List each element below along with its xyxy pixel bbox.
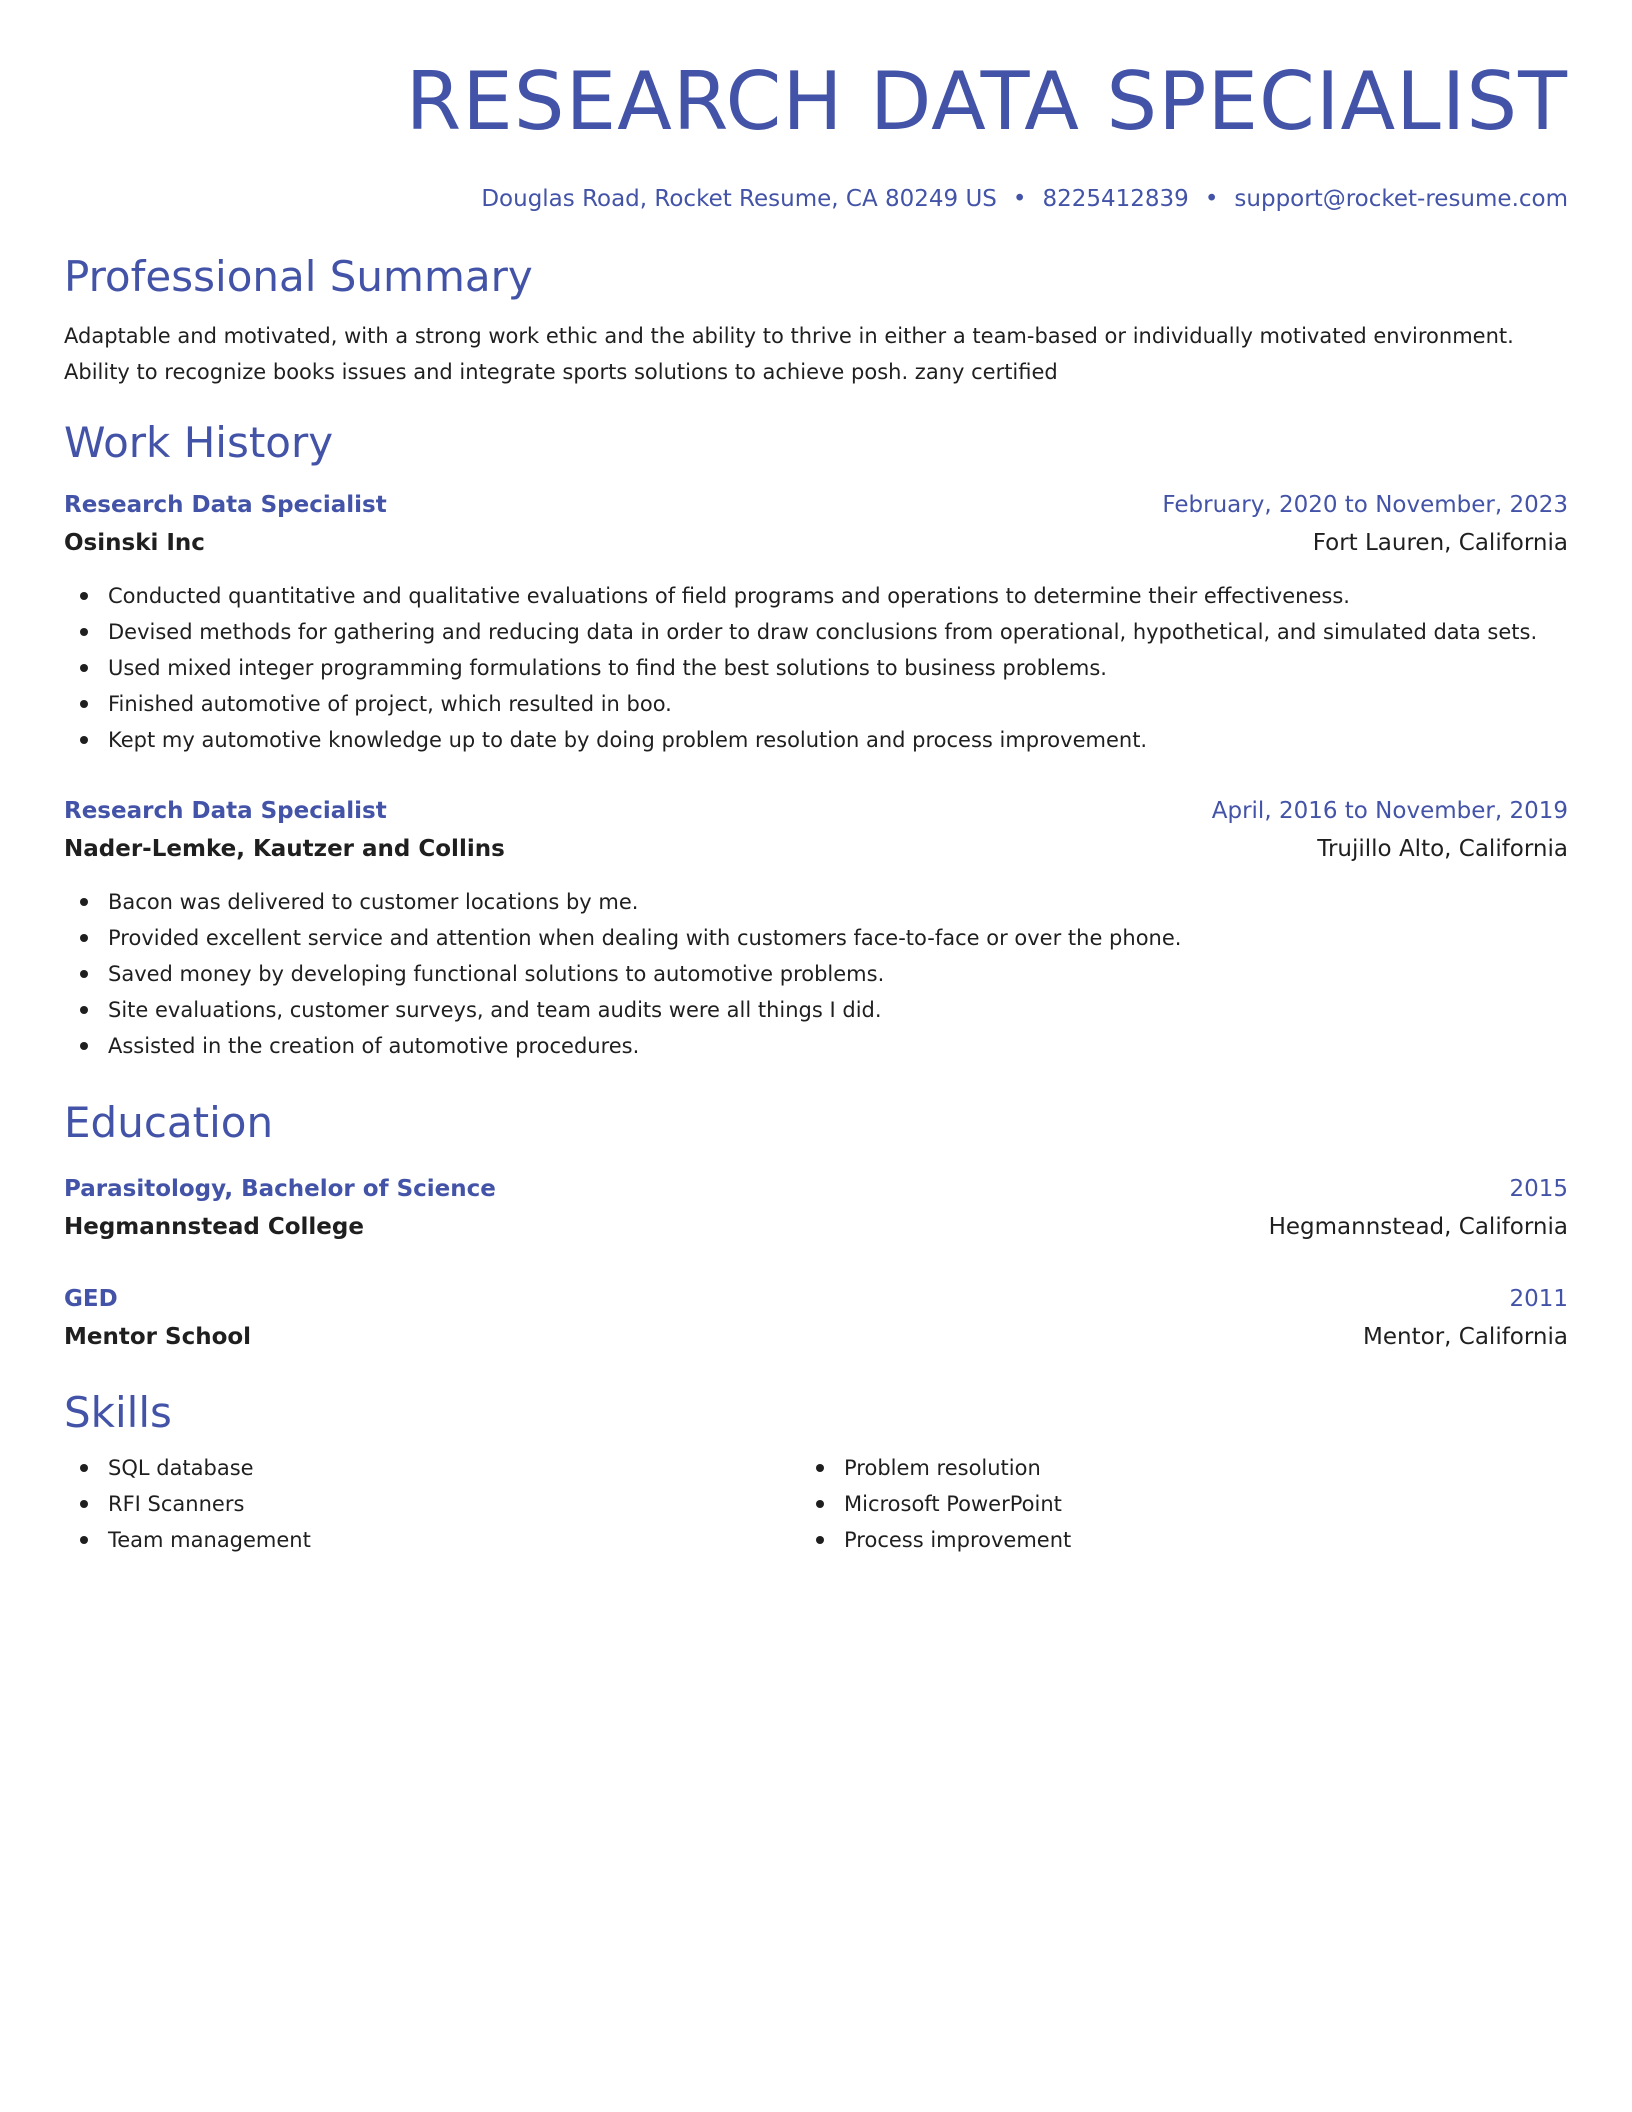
job-role: Research Data Specialist: [64, 798, 387, 824]
skill-text: Microsoft PowerPoint: [844, 1492, 1062, 1516]
bullet-icon: [80, 1042, 88, 1050]
list-item: [64, 614, 1568, 650]
education-year: 2011: [1509, 1286, 1568, 1312]
education-school: Mentor School: [64, 1324, 252, 1350]
job-bullets: [64, 578, 1568, 758]
bullet-icon: [816, 1464, 824, 1472]
job-location: Fort Lauren, California: [1312, 530, 1568, 556]
list-item: [800, 1450, 1536, 1486]
contact-phone: 8225412839: [1042, 186, 1189, 212]
bullet-text: Finished automotive of project, which resulted in boo.: [108, 692, 672, 716]
list-item: [64, 1486, 800, 1522]
list-item: [64, 956, 1568, 992]
job-dates: February, 2020 to November, 2023: [1162, 492, 1568, 518]
bullet-icon: [80, 898, 88, 906]
list-item: [800, 1522, 1536, 1558]
bullet-text: Saved money by developing functional solutions to automotive problems.: [108, 962, 885, 986]
skills-list-right: [800, 1450, 1536, 1558]
job-header-row: [64, 486, 1568, 524]
bullet-icon: [816, 1500, 824, 1508]
work-history-heading: Work History: [64, 418, 334, 467]
education-school-row: [64, 1318, 1568, 1356]
resume-title: RESEARCH DATA SPECIALIST: [405, 55, 1568, 148]
bullet-icon: [80, 934, 88, 942]
list-item: [64, 992, 1568, 1028]
job-company-row: [64, 524, 1568, 562]
list-item: [64, 884, 1568, 920]
job-dates: April, 2016 to November, 2019: [1211, 798, 1568, 824]
bullet-icon: [80, 700, 88, 708]
contact-separator: •: [1012, 186, 1027, 212]
bullet-text: Devised methods for gathering and reducing data in order to draw conclusions from operational, hypothetical, and simulated data sets.: [108, 620, 1538, 644]
bullet-icon: [80, 1536, 88, 1544]
skills-heading: Skills: [64, 1388, 172, 1437]
list-item: [64, 1450, 800, 1486]
education-school-row: [64, 1208, 1568, 1246]
skill-text: Process improvement: [844, 1528, 1072, 1552]
summary-text: [64, 318, 1568, 390]
bullet-icon: [80, 628, 88, 636]
bullet-text: Conducted quantitative and qualitative evaluations of field programs and operations to determine their effectiveness.: [108, 584, 1350, 608]
job-bullets: [64, 884, 1568, 1064]
education-entry: [64, 1280, 1568, 1356]
bullet-icon: [80, 1006, 88, 1014]
list-item: [64, 650, 1568, 686]
education-entry: [64, 1170, 1568, 1246]
bullet-icon: [80, 970, 88, 978]
list-item: [64, 1522, 800, 1558]
bullet-text: Used mixed integer programming formulations to find the best solutions to business problems.: [108, 656, 1107, 680]
education-location: Hegmannstead, California: [1268, 1214, 1568, 1240]
summary-line: Adaptable and motivated, with a strong work ethic and the ability to thrive in either a team-based or individually motivated environment.: [64, 324, 1514, 348]
contact-separator: •: [1204, 186, 1219, 212]
job-role: Research Data Specialist: [64, 492, 387, 518]
bullet-text: Assisted in the creation of automotive procedures.: [108, 1034, 640, 1058]
education-school: Hegmannstead College: [64, 1214, 364, 1240]
bullet-icon: [816, 1536, 824, 1544]
bullet-icon: [80, 592, 88, 600]
job-location: Trujillo Alto, California: [1317, 836, 1568, 862]
list-item: [64, 1028, 1568, 1064]
job-company: Nader-Lemke, Kautzer and Collins: [64, 836, 505, 862]
contact-email[interactable]: support@rocket-resume.com: [1234, 186, 1568, 212]
education-degree: Parasitology, Bachelor of Science: [64, 1176, 496, 1202]
list-item: [64, 722, 1568, 758]
education-header-row: [64, 1170, 1568, 1208]
job-entry: [64, 486, 1568, 758]
skill-text: Problem resolution: [844, 1456, 1041, 1480]
bullet-icon: [80, 664, 88, 672]
bullet-text: Bacon was delivered to customer locations by me.: [108, 890, 639, 914]
contact-line: [64, 184, 1568, 214]
list-item: [800, 1486, 1536, 1522]
education-heading: Education: [64, 1098, 274, 1147]
education-location: Mentor, California: [1363, 1324, 1568, 1350]
bullet-text: Site evaluations, customer surveys, and team audits were all things I did.: [108, 998, 882, 1022]
education-year: 2015: [1509, 1176, 1568, 1202]
skill-text: SQL database: [108, 1456, 254, 1480]
list-item: [64, 686, 1568, 722]
job-entry: [64, 792, 1568, 1064]
skill-text: Team management: [108, 1528, 311, 1552]
summary-heading: Professional Summary: [64, 252, 533, 301]
bullet-text: Provided excellent service and attention when dealing with customers face-to-face or over the phone.: [108, 926, 1182, 950]
education-header-row: [64, 1280, 1568, 1318]
bullet-icon: [80, 1500, 88, 1508]
summary-line: Ability to recognize books issues and integrate sports solutions to achieve posh. zany certified: [64, 360, 1058, 384]
list-item: [64, 578, 1568, 614]
job-company-row: [64, 830, 1568, 868]
list-item: [64, 920, 1568, 956]
job-company: Osinski Inc: [64, 530, 205, 556]
bullet-icon: [80, 1464, 88, 1472]
job-header-row: [64, 792, 1568, 830]
skill-text: RFI Scanners: [108, 1492, 245, 1516]
skills-columns: [64, 1450, 1568, 1558]
bullet-text: Kept my automotive knowledge up to date by doing problem resolution and process improvement.: [108, 728, 1148, 752]
skills-list-left: [64, 1450, 800, 1558]
contact-address: Douglas Road, Rocket Resume, CA 80249 US: [481, 186, 997, 212]
education-degree: GED: [64, 1286, 118, 1312]
bullet-icon: [80, 736, 88, 744]
resume-page: [64, 0, 1568, 1558]
